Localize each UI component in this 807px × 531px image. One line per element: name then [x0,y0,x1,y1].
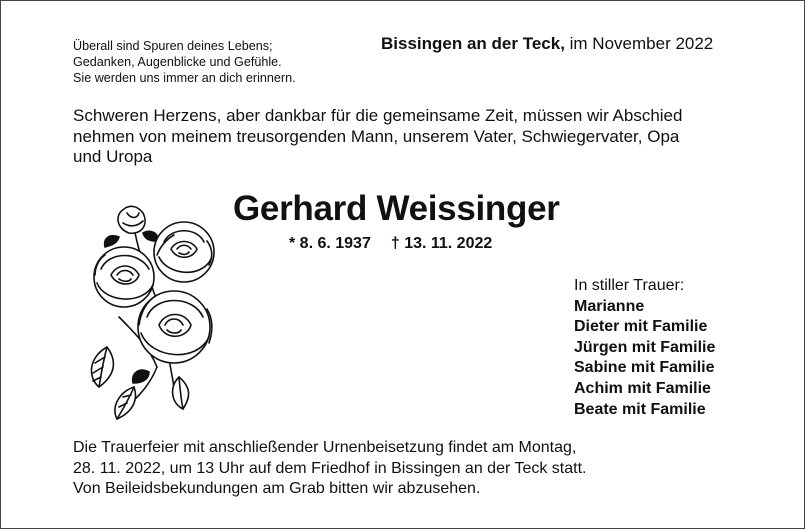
mourner-name: Sabine mit Familie [574,359,715,377]
life-dates [289,235,492,253]
intro-text [73,106,753,168]
mourner-name: Marianne [574,297,645,315]
intro-line: Schweren Herzens, aber dankbar für die gemeinsame Zeit, müssen wir Abschied [73,106,683,125]
intro-line: und Uropa [73,147,153,166]
date: im November 2022 [564,34,714,53]
mourner-name: Jürgen mit Familie [574,338,716,356]
motto-line: Sie werden uns immer an dich erinnern. [73,71,296,85]
place: Bissingen an der Teck, [381,34,565,53]
notice-line: Von Beileidsbekundungen am Grab bitten wir abzusehen. [73,480,481,497]
motto-line: Gedanken, Augenblicke und Gefühle. [73,55,282,69]
deceased-name: Gerhard Weissinger [233,189,560,228]
mourners-label: In stiller Trauer: [574,277,685,294]
place-date [381,34,713,54]
death-date: † 13. 11. 2022 [390,235,493,252]
birth-date: * 8. 6. 1937 [289,235,371,252]
mourner-name: Beate mit Familie [574,400,706,418]
notice-line: Die Trauerfeier mit anschließender Urnenbeisetzung findet am Montag, [73,439,577,456]
funeral-notice [73,438,773,500]
mourner-name: Achim mit Familie [574,379,711,397]
motto-line: Überall sind Spuren deines Lebens; [73,39,273,53]
motto-verse [73,38,296,86]
intro-line: nehmen von meinem treusorgenden Mann, unserem Vater, Schwiegervater, Opa [73,126,680,146]
mourner-name: Dieter mit Familie [574,318,708,336]
notice-line: 28. 11. 2022, um 13 Uhr auf dem Friedhof in Bissingen an der Teck statt. [73,459,587,477]
rose-bouquet-icon [79,197,229,427]
mourners-list [574,276,715,420]
